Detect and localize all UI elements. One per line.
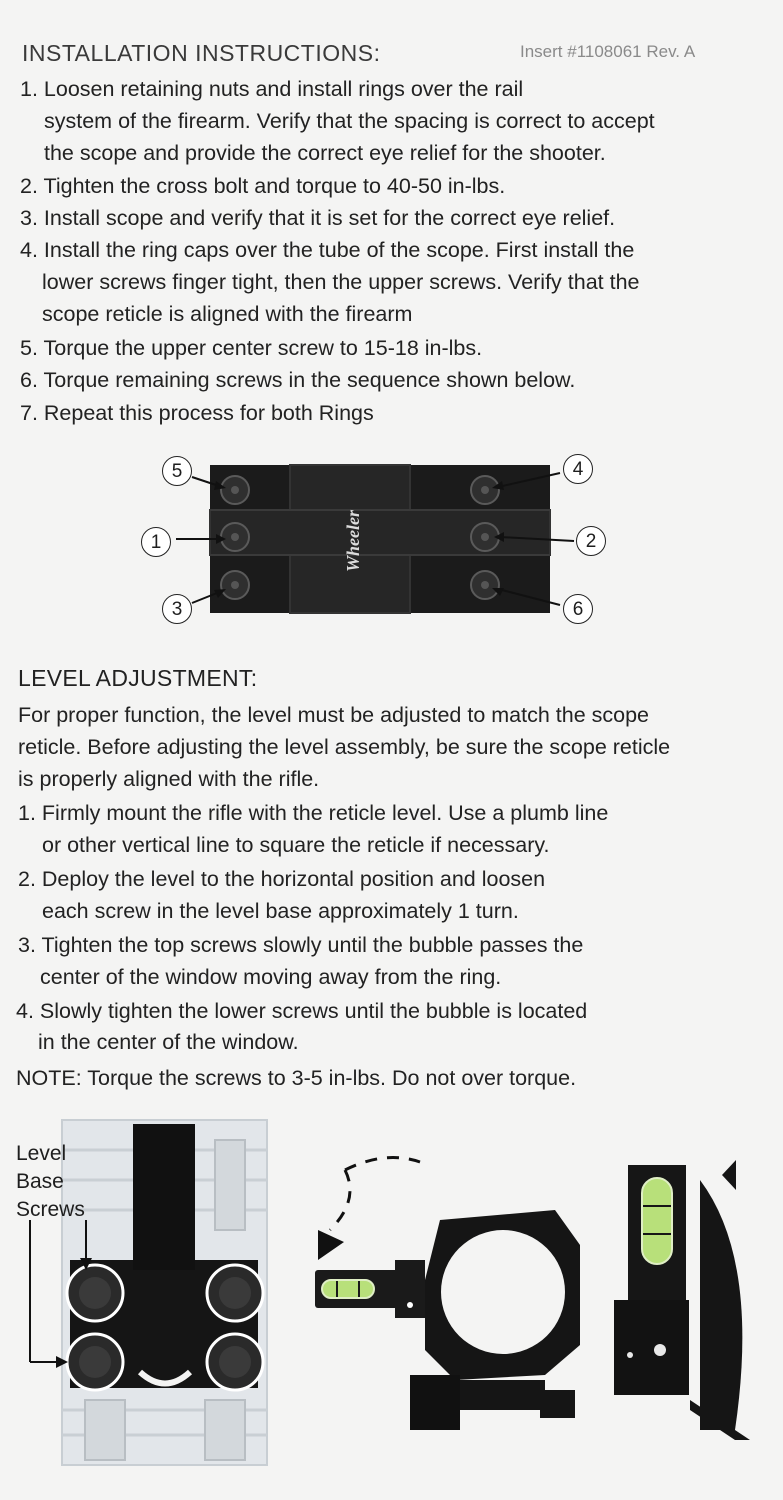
level-line: 2. Deploy the level to the horizontal position and loosen [18, 867, 546, 891]
bubble-vial-vertical [642, 1178, 672, 1264]
level-diagram [0, 1110, 783, 1500]
install-line: system of the firearm. Verify that the spacing is correct to accept [44, 109, 655, 133]
brand-logo: Wheeler [343, 510, 364, 572]
installation-title: INSTALLATION INSTRUCTIONS: [22, 40, 381, 66]
ring-torque-diagram [140, 445, 610, 625]
callout-6: 6 [563, 594, 593, 624]
install-line: scope reticle is aligned with the firearm [42, 302, 413, 326]
callout-4: 4 [563, 454, 593, 484]
level-line: each screw in the level base approximately 1 turn. [42, 899, 519, 923]
install-line: lower screws finger tight, then the upper screws. Verify that the [42, 270, 640, 294]
label-line: Screws [16, 1198, 85, 1221]
label-line: Level [16, 1142, 67, 1165]
install-line: 6. Torque remaining screws in the sequence shown below. [20, 368, 576, 392]
callout-3: 3 [162, 594, 192, 624]
install-line: 1. Loosen retaining nuts and install rings over the rail [20, 77, 524, 101]
label-line: Base [16, 1170, 64, 1193]
level-base-screws-label [16, 1140, 85, 1224]
level-line: center of the window moving away from the ring. [40, 965, 502, 989]
level-line: reticle. Before adjusting the level assembly, be sure the scope reticle [18, 735, 671, 759]
level-note: NOTE: Torque the screws to 3-5 in-lbs. Do not over torque. [16, 1066, 577, 1090]
level-side-illustration [614, 1160, 750, 1440]
callout-1: 1 [141, 527, 171, 557]
level-heading: LEVEL ADJUSTMENT: [18, 665, 258, 691]
rotation-arrow-icon [330, 1170, 350, 1230]
level-line: 1. Firmly mount the rifle with the reticle level. Use a plumb line [18, 801, 609, 825]
callout-5: 5 [162, 456, 192, 486]
install-line: 5. Torque the upper center screw to 15-18 in-lbs. [20, 336, 483, 360]
install-line: 7. Repeat this process for both Rings [20, 401, 374, 425]
ring-with-level-illustration [315, 1158, 580, 1431]
install-line: 3. Install scope and verify that it is set for the correct eye relief. [20, 206, 616, 230]
install-line: the scope and provide the correct eye relief for the shooter. [44, 141, 606, 165]
level-line: For proper function, the level must be adjusted to match the scope [18, 703, 650, 727]
level-line: or other vertical line to square the reticle if necessary. [42, 833, 550, 857]
level-line: 4. Slowly tighten the lower screws until the bubble is located [16, 999, 588, 1023]
install-line: 4. Install the ring caps over the tube of the scope. First install the [20, 238, 635, 262]
callout-2: 2 [576, 526, 606, 556]
level-line: in the center of the window. [38, 1030, 299, 1054]
insert-number: Insert #1108061 Rev. A [520, 42, 696, 61]
level-line: 3. Tighten the top screws slowly until the bubble passes the [18, 933, 584, 957]
level-line: is properly aligned with the rifle. [18, 767, 320, 791]
bubble-vial-horizontal [322, 1280, 374, 1298]
install-line: 2. Tighten the cross bolt and torque to 40-50 in-lbs. [20, 174, 506, 198]
